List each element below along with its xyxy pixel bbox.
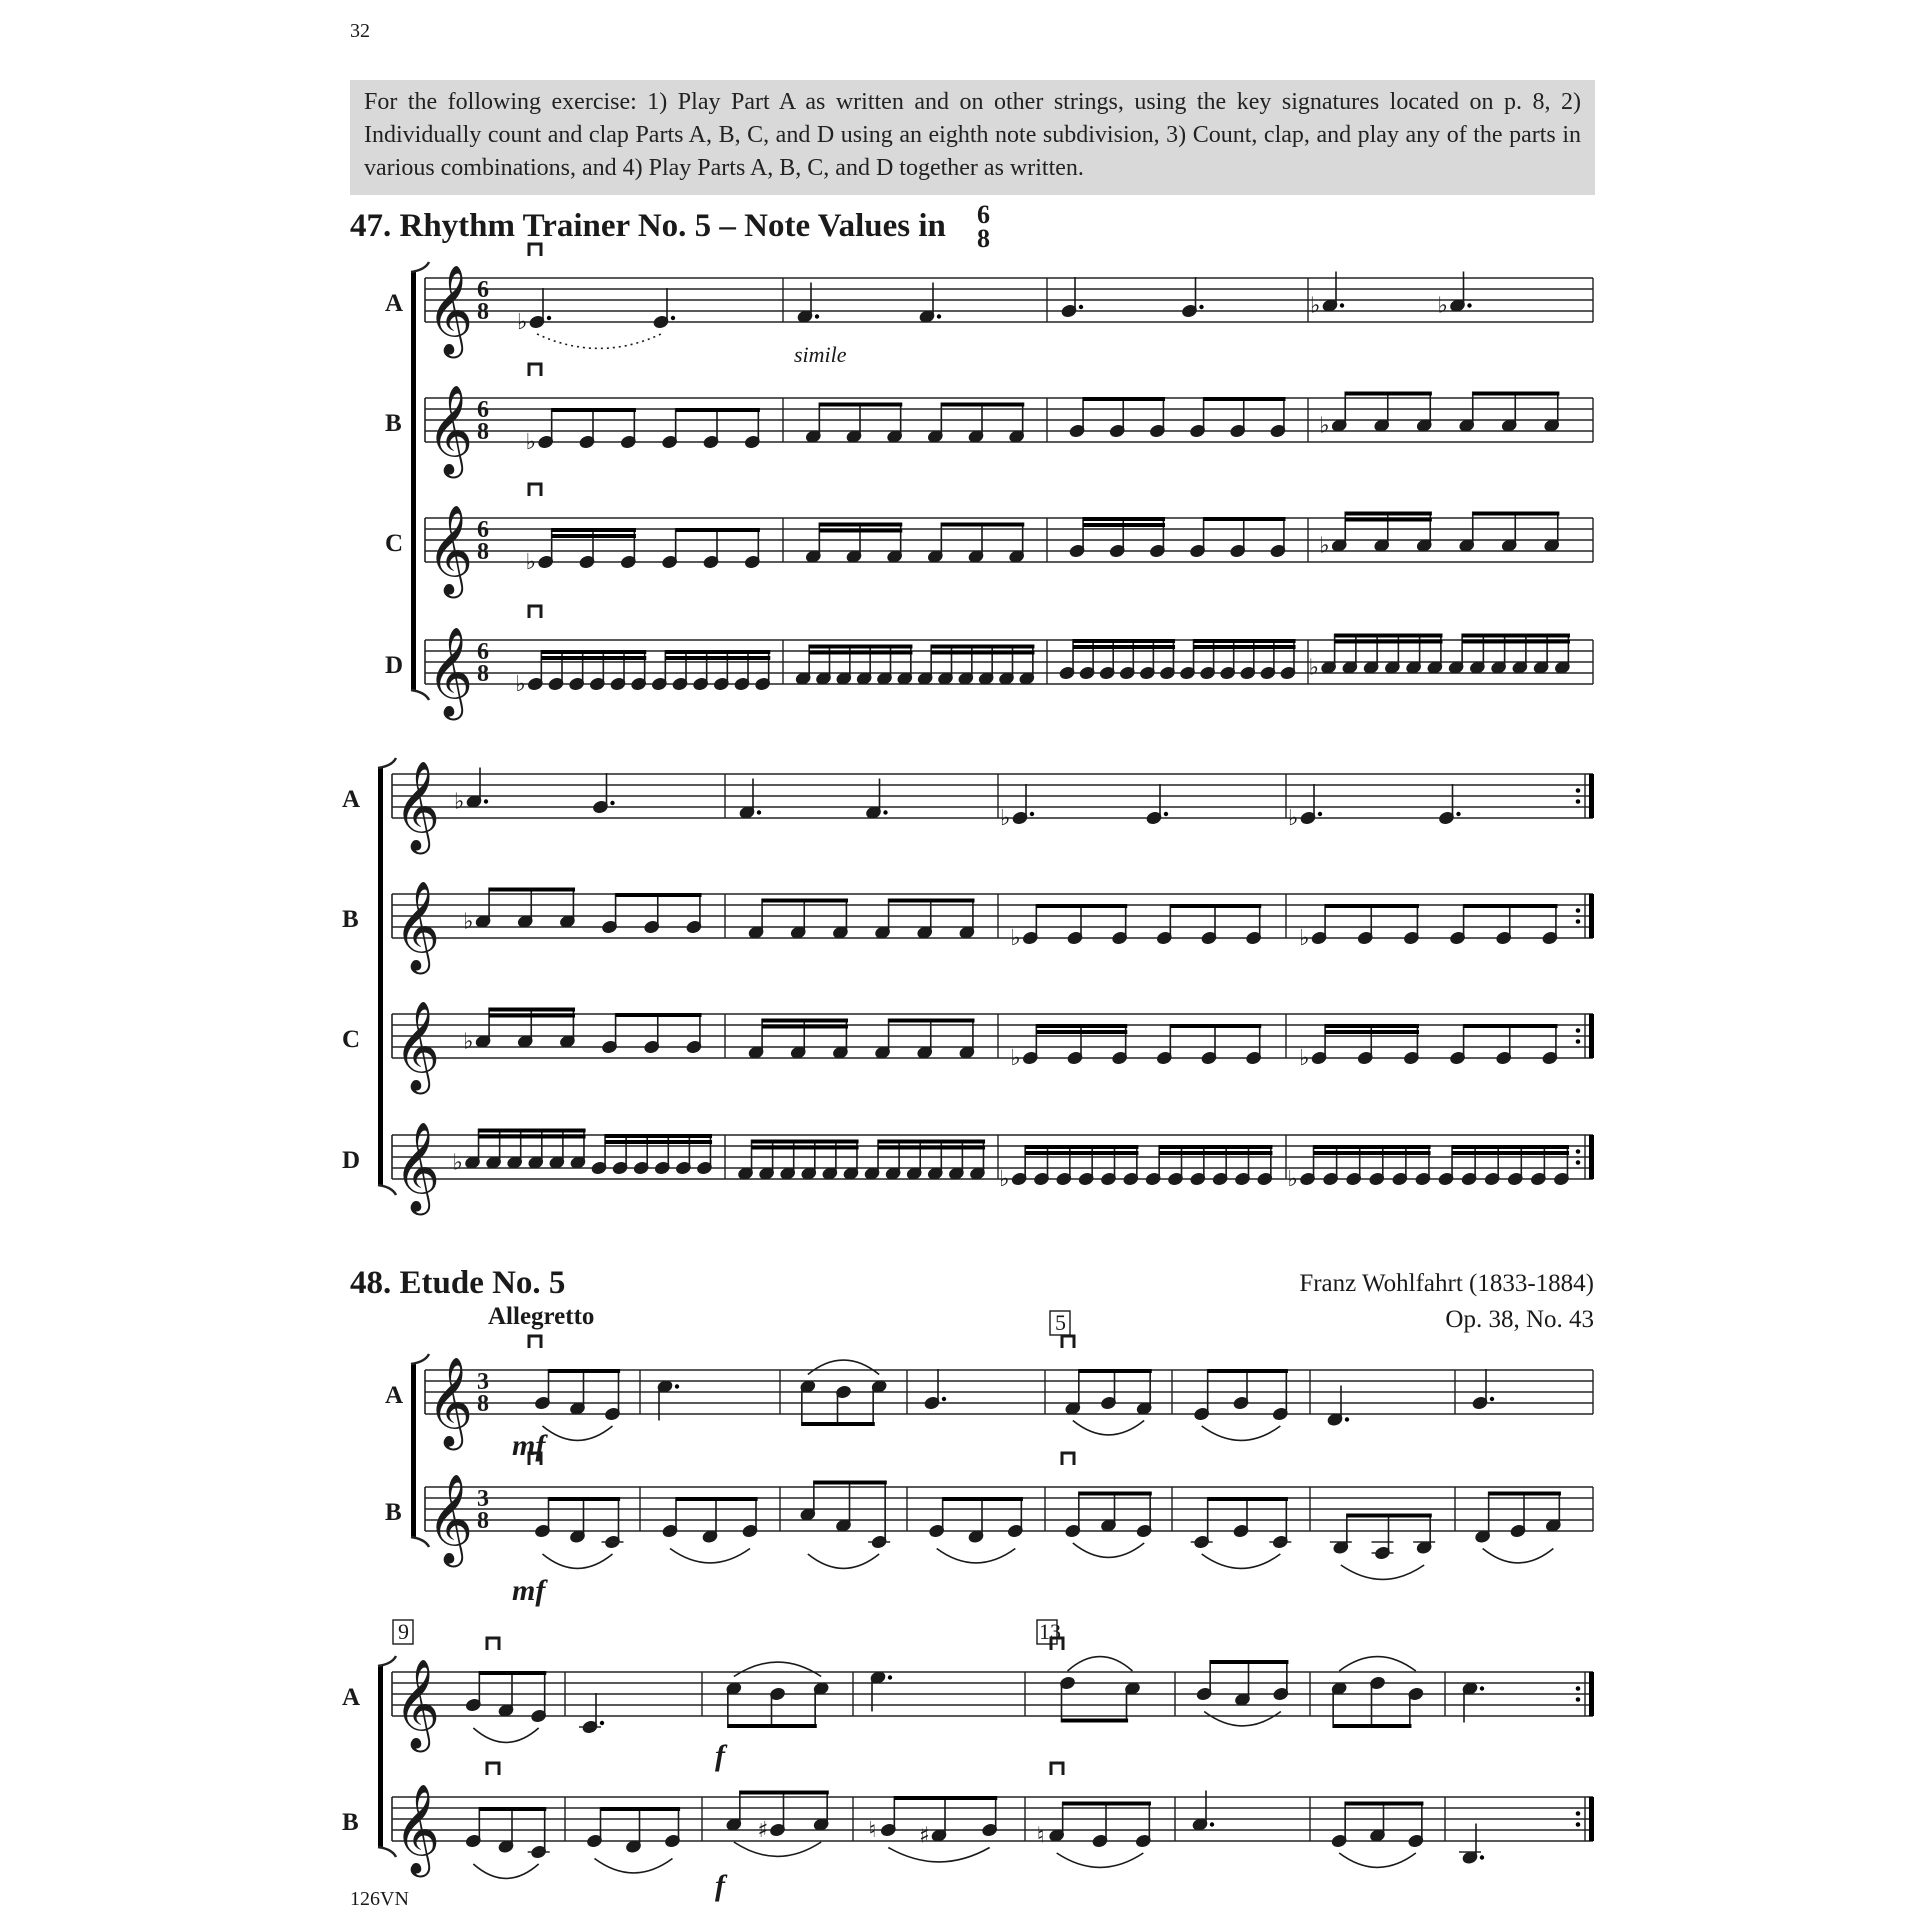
beam: [1210, 1660, 1288, 1664]
measure: [586, 1807, 680, 1873]
beam: [1025, 1151, 1138, 1155]
bracket-bar: [378, 1666, 383, 1847]
beam: [552, 534, 636, 538]
part-label-d: D: [342, 1147, 361, 1174]
rehearsal-number: 5: [1055, 1310, 1066, 1335]
beam: [1489, 1492, 1561, 1496]
beam: [1025, 1145, 1138, 1149]
repeat-dot: [1576, 788, 1581, 793]
beam: [1464, 904, 1558, 908]
beam: [762, 1019, 848, 1023]
augmentation-dot: [1467, 303, 1471, 307]
accidental: ♭: [515, 672, 526, 697]
beam: [1036, 1030, 1127, 1034]
beam: [1073, 639, 1175, 643]
slur: [1057, 1853, 1144, 1867]
slur: [937, 1549, 1016, 1563]
heading-time-sig-bottom: 8: [977, 224, 990, 253]
beam: [819, 529, 902, 533]
dynamic-mf: mf: [512, 1429, 546, 1462]
staff: [425, 1474, 1593, 1568]
beam: [1159, 1145, 1272, 1149]
augmentation-dot: [610, 801, 614, 805]
beam: [762, 899, 848, 903]
beam: [878, 1140, 985, 1144]
beam: [762, 1025, 848, 1029]
down-bow-mark: [529, 364, 541, 376]
slur: [1339, 1657, 1416, 1671]
beam: [676, 1497, 758, 1501]
simile-marking: simile: [794, 342, 847, 367]
opus-number: Op. 38, No. 43: [1445, 1306, 1594, 1333]
treble-clef: 𝄞: [427, 627, 474, 717]
beam: [1194, 639, 1296, 643]
beam: [1335, 634, 1443, 638]
final-barline: [1589, 774, 1594, 818]
down-bow-mark: [1051, 1763, 1063, 1775]
beam: [479, 1135, 586, 1139]
time-signature-top: 3: [477, 1369, 489, 1395]
dynamic-mf: mf: [512, 1574, 546, 1607]
augmentation-dot: [1480, 1855, 1484, 1859]
treble-clef: 𝄞: [394, 881, 441, 971]
augmentation-dot: [1318, 812, 1322, 816]
repeat-dot: [1576, 1811, 1581, 1816]
beam: [752, 1146, 859, 1150]
slur: [595, 1859, 673, 1873]
measure: [1475, 1492, 1562, 1563]
beam: [1462, 640, 1570, 644]
heading-time-sig-top: 6: [977, 200, 990, 229]
measure: [1331, 1657, 1424, 1728]
beam: [1335, 640, 1443, 644]
repeat-dot: [1576, 908, 1581, 913]
beam: [489, 888, 575, 892]
measure: [1309, 272, 1571, 681]
beam: [552, 528, 636, 532]
part-label-a: A: [342, 786, 361, 813]
beam: [541, 650, 646, 654]
slur: [1341, 1565, 1424, 1579]
slur: [1073, 1421, 1144, 1435]
accidental: ♮: [868, 1818, 877, 1843]
measure: [1065, 1369, 1153, 1435]
tie-dotted: [537, 334, 661, 348]
measure: [1194, 1369, 1289, 1440]
treble-clef: 𝄞: [394, 1122, 441, 1212]
accidental: ♭: [1310, 293, 1321, 319]
footer-code: 126VN: [350, 1888, 409, 1910]
accidental: ♭: [1308, 655, 1320, 681]
accidental: ♭: [525, 430, 537, 455]
time-signature-bottom: 8: [477, 299, 489, 325]
measure: [1059, 1657, 1140, 1723]
beam: [814, 1481, 887, 1485]
time-signature-bottom: 8: [477, 1508, 489, 1534]
tempo-marking: Allegretto: [488, 1303, 595, 1330]
beam: [1452, 1151, 1569, 1155]
down-bow-mark: [529, 1336, 541, 1348]
measure: [579, 1693, 604, 1734]
part-label-b: B: [385, 410, 402, 437]
slur: [670, 1549, 750, 1563]
rehearsal-mark-5: [1050, 1310, 1070, 1335]
treble-clef: 𝄞: [427, 505, 474, 595]
beam: [1083, 523, 1165, 527]
accidental: ♭: [463, 1029, 474, 1055]
beam: [931, 651, 1034, 655]
beam: [552, 408, 636, 412]
slur: [808, 1360, 879, 1374]
accidental: ♭: [1288, 806, 1299, 831]
beam: [601, 1807, 681, 1811]
beam: [479, 1671, 546, 1675]
measure: [999, 784, 1273, 1192]
time-signature-top: 6: [477, 277, 489, 303]
accidental: ♭: [1437, 293, 1448, 319]
beam: [1036, 904, 1127, 908]
part-label-b: B: [342, 1809, 359, 1836]
bracket-bar: [411, 272, 416, 690]
treble-clef: 𝄞: [427, 1474, 474, 1564]
beam: [740, 1791, 829, 1795]
augmentation-dot: [888, 1675, 892, 1679]
beam: [1063, 1802, 1151, 1806]
accidental: ♭: [1319, 413, 1330, 439]
augmentation-dot: [1490, 1397, 1494, 1401]
beam: [1325, 904, 1419, 908]
time-signature-bottom: 8: [477, 419, 489, 445]
treble-clef: 𝄞: [394, 761, 441, 851]
measure: [534, 1497, 623, 1568]
augmentation-dot: [1030, 812, 1034, 816]
treble-clef: 𝄞: [394, 1659, 441, 1749]
treble-clef: 𝄞: [394, 1001, 441, 1091]
beam: [1347, 1514, 1432, 1518]
beam: [941, 523, 1024, 527]
repeat-dot: [1576, 1686, 1581, 1691]
beam: [819, 403, 902, 407]
beam: [1314, 1151, 1431, 1155]
beam: [1333, 1724, 1411, 1728]
time-signature-bottom: 8: [477, 1391, 489, 1417]
repeat-dot: [1576, 1160, 1581, 1165]
augmentation-dot: [675, 1384, 679, 1388]
beam: [1204, 517, 1286, 521]
treble-clef: 𝄞: [427, 265, 474, 355]
augmentation-dot: [671, 316, 675, 320]
measure: [1191, 1497, 1292, 1568]
beam: [809, 645, 912, 649]
augmentation-dot: [883, 810, 887, 814]
slur: [1073, 1543, 1144, 1557]
beam: [616, 893, 702, 897]
measure: [1065, 1492, 1153, 1558]
beam: [676, 408, 760, 412]
beam: [479, 1807, 546, 1811]
treble-clef: 𝄞: [427, 1357, 474, 1447]
final-barline: [1589, 1797, 1594, 1841]
bracket-bar: [411, 1364, 416, 1537]
slur: [543, 1426, 613, 1440]
beam: [1194, 645, 1296, 649]
beam: [752, 1140, 859, 1144]
beam: [616, 1013, 702, 1017]
beam: [1079, 1492, 1152, 1496]
down-bow-mark: [487, 1763, 499, 1775]
final-barline: [1589, 1672, 1594, 1716]
beam: [541, 656, 646, 660]
accidental: ♭: [452, 1150, 463, 1176]
down-bow-mark: [487, 1638, 499, 1650]
beam: [605, 1140, 712, 1144]
augmentation-dot: [600, 1721, 604, 1725]
beam: [889, 899, 975, 903]
beam: [1473, 392, 1560, 396]
beam: [1325, 1030, 1419, 1034]
augmentation-dot: [1210, 1822, 1214, 1826]
beam: [1464, 1024, 1558, 1028]
augmentation-dot: [484, 799, 488, 803]
beam: [549, 1369, 621, 1373]
slur: [1339, 1853, 1416, 1867]
repeat-dot: [1576, 1822, 1581, 1827]
measure: [1331, 1802, 1424, 1868]
accidental: ♭: [1010, 1046, 1021, 1071]
accidental: ♭: [463, 909, 474, 935]
augmentation-dot: [1199, 305, 1203, 309]
measure: [662, 1497, 758, 1563]
beam: [1079, 1369, 1152, 1373]
measure: [929, 1497, 1024, 1563]
staff: [425, 385, 1593, 479]
beam: [1452, 1145, 1569, 1149]
time-signature-top: 6: [477, 517, 489, 543]
measure: [868, 1796, 997, 1862]
beam: [878, 1146, 985, 1150]
final-barline: [1589, 1135, 1594, 1179]
augmentation-dot: [942, 1397, 946, 1401]
time-signature-bottom: 8: [477, 661, 489, 687]
accidental: ♭: [1010, 926, 1021, 951]
exercise-48-title: 48. Etude No. 5: [350, 1265, 566, 1301]
repeat-dot: [1576, 799, 1581, 804]
slur: [734, 1662, 821, 1676]
beam: [665, 656, 770, 660]
beam: [889, 1019, 975, 1023]
dynamic-f: f: [715, 1869, 725, 1902]
beam: [549, 1497, 621, 1501]
measure: [453, 768, 713, 1176]
augmentation-dot: [1164, 812, 1168, 816]
beam: [728, 1724, 817, 1728]
beam: [931, 645, 1034, 649]
measure: [800, 1481, 890, 1569]
rehearsal-mark-9: [393, 1619, 413, 1644]
rehearsal-number: 9: [398, 1619, 409, 1644]
measure: [737, 779, 985, 1181]
part-label-c: C: [342, 1026, 361, 1053]
slur: [1483, 1549, 1554, 1563]
beam: [1159, 1151, 1272, 1155]
beam: [1170, 1024, 1261, 1028]
augmentation-dot: [815, 314, 819, 318]
beam: [802, 1422, 875, 1426]
accidental: ♭: [1000, 806, 1011, 831]
accidental: ♮: [1036, 1823, 1045, 1849]
time-signature-bottom: 8: [477, 539, 489, 565]
beam: [1345, 512, 1432, 516]
page-number: 32: [350, 20, 370, 42]
beam: [1204, 397, 1286, 401]
staff: [392, 881, 1594, 975]
slur: [1068, 1657, 1133, 1671]
measure: [515, 288, 770, 697]
time-signature-top: 3: [477, 1486, 489, 1512]
treble-clef: 𝄞: [427, 385, 474, 475]
beam: [665, 650, 770, 654]
final-barline: [1589, 894, 1594, 938]
part-label-b: B: [385, 1499, 402, 1526]
part-label-d: D: [385, 652, 404, 679]
measure: [924, 1369, 946, 1410]
part-label-b: B: [342, 906, 359, 933]
beam: [1473, 512, 1560, 516]
beam: [1314, 1145, 1431, 1149]
part-label-a: A: [385, 1382, 404, 1409]
measure: [726, 1791, 830, 1857]
beam: [676, 528, 760, 532]
down-bow-mark: [529, 606, 541, 618]
instructions-box: For the following exercise: 1) Play Part A as written and on other strings, using the key signatures located on p. 8, 2) Individually count and clap Parts A, B, C, and D using an eighth note subdivision, 3) Count, clap, and play any of the parts in various combinations, and 4) Play Parts A, B, C, and D together as written.: [350, 80, 1595, 195]
accidental: ♯: [919, 1823, 930, 1849]
time-signature-top: 6: [477, 397, 489, 423]
accidental: ♭: [517, 310, 528, 335]
accidental: ♭: [1319, 533, 1330, 559]
part-label-a: A: [342, 1684, 361, 1711]
accidental: ♭: [454, 789, 465, 815]
augmentation-dot: [1480, 1686, 1484, 1690]
ex48-system-2: [487, 1638, 1063, 1775]
beam: [1462, 634, 1570, 638]
slur: [473, 1864, 538, 1878]
beam: [1345, 1802, 1423, 1806]
beam: [489, 1008, 575, 1012]
part-label-a: A: [385, 290, 404, 317]
repeat-dot: [1576, 1028, 1581, 1033]
measure: [1037, 1802, 1152, 1868]
repeat-dot: [1576, 919, 1581, 924]
bracket-bar: [378, 768, 383, 1185]
beam: [1345, 392, 1432, 396]
repeat-dot: [1576, 1697, 1581, 1702]
augmentation-dot: [937, 314, 941, 318]
beam: [489, 1014, 575, 1018]
slur: [543, 1554, 613, 1568]
augmentation-dot: [1456, 812, 1460, 816]
beam: [605, 1134, 712, 1138]
augmentation-dot: [1340, 303, 1344, 307]
repeat-dot: [1576, 1039, 1581, 1044]
beam: [1325, 1024, 1419, 1028]
augmentation-dot: [757, 810, 761, 814]
final-barline: [1589, 1014, 1594, 1058]
treble-clef: 𝄞: [394, 1784, 441, 1874]
part-label-c: C: [385, 530, 404, 557]
beam: [809, 651, 912, 655]
composer-credit: Franz Wohlfahrt (1833-1884): [1299, 1270, 1594, 1297]
measure: [465, 1807, 549, 1878]
measure: [465, 1671, 547, 1742]
beam: [1083, 517, 1165, 521]
beam: [1062, 1719, 1129, 1723]
down-bow-mark: [1062, 1453, 1074, 1465]
augmentation-dot: [547, 316, 551, 320]
dynamic-f: f: [715, 1739, 725, 1772]
staff: [392, 1659, 1594, 1753]
beam: [1083, 397, 1165, 401]
beam: [894, 1796, 997, 1800]
beam: [1073, 645, 1175, 649]
beam: [943, 1497, 1023, 1501]
augmentation-dot: [1345, 1417, 1349, 1421]
measure: [1472, 1369, 1494, 1410]
slur: [888, 1848, 989, 1862]
beam: [1208, 1497, 1288, 1501]
slur: [473, 1728, 538, 1742]
staff: [425, 265, 1593, 359]
repeat-dot: [1576, 1149, 1581, 1154]
down-bow-mark: [529, 244, 541, 256]
beam: [1170, 904, 1261, 908]
slur: [1204, 1712, 1281, 1726]
rehearsal-number: 13: [1039, 1619, 1061, 1644]
exercise-47-title: 47. Rhythm Trainer No. 5 – Note Values in: [350, 208, 946, 244]
measure: [1288, 784, 1570, 1192]
beam: [819, 523, 902, 527]
slur: [1202, 1426, 1281, 1440]
measure: [534, 1369, 620, 1440]
slur: [1202, 1554, 1281, 1568]
beam: [1208, 1369, 1288, 1373]
accidental: ♭: [1299, 1046, 1310, 1071]
beam: [479, 1129, 586, 1133]
slur: [734, 1842, 821, 1856]
measure: [1059, 277, 1296, 680]
accidental: ♭: [1299, 926, 1310, 951]
accidental: ♯: [757, 1818, 769, 1843]
slur: [808, 1554, 879, 1568]
measure: [1330, 1514, 1435, 1580]
beam: [1036, 1024, 1127, 1028]
beam: [1345, 518, 1432, 522]
staff: [392, 761, 1594, 855]
accidental: ♭: [1287, 1167, 1298, 1192]
rehearsal-mark-13: [1037, 1619, 1061, 1644]
accidental: ♭: [525, 550, 537, 575]
down-bow-mark: [1062, 1336, 1074, 1348]
augmentation-dot: [1079, 305, 1083, 309]
time-signature-top: 6: [477, 639, 489, 665]
down-bow-mark: [529, 484, 541, 496]
accidental: ♭: [999, 1167, 1010, 1192]
beam: [941, 403, 1024, 407]
